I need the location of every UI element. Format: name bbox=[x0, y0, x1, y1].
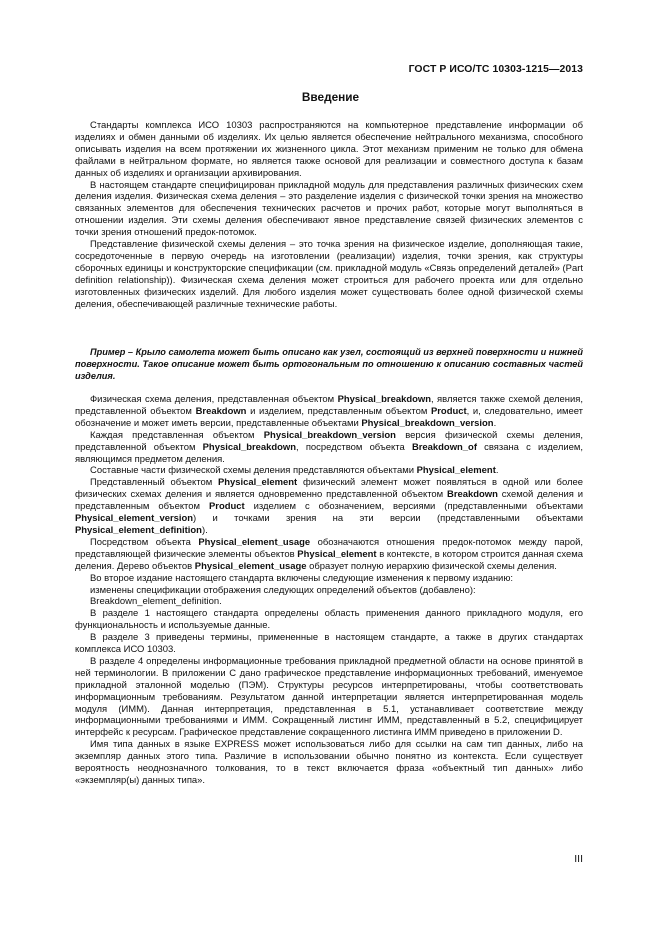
main-text bbox=[75, 394, 583, 787]
entity-name: Breakdown bbox=[447, 489, 498, 501]
paragraph: В разделе 1 настоящего стандарта определены область применения данного прикладного модуля, его функциональность и используемые данные. bbox=[75, 608, 583, 632]
paragraph: изменены спецификации отображения следующих определений объектов (добавлено): bbox=[90, 584, 476, 596]
paragraph: В разделе 3 приведены термины, примененные в настоящем стандарте, а также в других стандартах комплекса ИСО 10303. bbox=[75, 632, 583, 656]
text-run: ). bbox=[201, 524, 208, 536]
example-note bbox=[75, 347, 583, 383]
text-run: образует полную иерархию физической схемы деления. bbox=[306, 560, 557, 572]
entity-name: Physical_element_usage bbox=[194, 560, 307, 572]
paragraph bbox=[75, 537, 583, 573]
entity-name: Physical_element_definition bbox=[75, 524, 202, 536]
text-run: Посредством объекта bbox=[90, 536, 199, 548]
text-run: Представленный объектом bbox=[90, 477, 218, 489]
example-text: Пример – Крыло самолета может быть описано как узел, состоящий из верхней поверхности и нижней поверхности. Такое описание может быть ортогональным по отношению к описанию составных частей изделия. bbox=[75, 347, 583, 381]
entity-name: Physical_element bbox=[416, 465, 496, 477]
entity-name: Physical_element bbox=[297, 548, 377, 560]
paragraph: Имя типа данных в языке EXPRESS может использоваться либо для ссылки на сам тип данных, либо на экземпляр данных этого типа. Различие в использовании обычно понятно из контекста. Если существует вероятность неоднозначного толкования, то в текст включается фраза «объектный тип данных» либо «экземпляр(ы) данных типа». bbox=[75, 739, 583, 786]
paragraph bbox=[75, 394, 583, 430]
text-run: . bbox=[493, 417, 497, 429]
paragraph: Во второе издание настоящего стандарта включены следующие изменения к первому изданию: bbox=[90, 572, 514, 584]
text-run: обозначаются отношения предок-потомок между парой, представляющей физические элементы объектов bbox=[75, 536, 584, 560]
section-title: Введение bbox=[301, 90, 360, 104]
page-number: III bbox=[574, 853, 583, 865]
standard-header: ГОСТ Р ИСО/ТС 10303-1215—2013 bbox=[408, 64, 583, 75]
entity-name: Physical_element_usage bbox=[198, 536, 311, 548]
text-run: ) и точками зрения на эти версии (представленными объектами bbox=[193, 513, 583, 525]
entity-name: Physical_breakdown bbox=[337, 394, 431, 405]
text-run: в контексте, в котором строится данная схема деления. Дерево объектов bbox=[75, 548, 583, 572]
paragraph: Представление физической схемы деления – это точка зрения на физическое изделие, дополняющая такие, сосредоточенные в первую очередь на изготовлении (реализации) изделия, точки зрения, как структуры сборочных единицы и конструкторские спецификации (см. прикладной модуль «Связь определений деталей» (Part definition relationship)). Физическая схема деления может строиться для рабочего проекта или для отдельно изготовленных физических изделий. Для любого изделия может существовать более одной физической схемы деления, обеспечивающей различные технические работы. bbox=[75, 239, 583, 310]
entity-name: Physical_element_version bbox=[75, 513, 194, 525]
text-run: . bbox=[495, 465, 499, 477]
entity-name: Product bbox=[209, 501, 245, 513]
text-run: , и, следовательно, имеет обозначение и может иметь версии, представленные объектами bbox=[75, 405, 583, 429]
entity-name: Product bbox=[430, 405, 467, 417]
text-run: Физическая схема деления, представленная объектом bbox=[90, 394, 338, 405]
text-run: физический элемент может появляться в одной или более физических схемах деления и является одновременно представленной объектом bbox=[75, 477, 583, 501]
text-run: Каждая представленная объектом bbox=[90, 429, 264, 441]
entity-name: Physical_element bbox=[217, 477, 298, 489]
paragraph: В настоящем стандарте специфицирован прикладной модуль для представления различных физических схем деления изделия. Физическая схема деления – это разделение изделия с физической точки зрения на множество связанных элементов для обеспечения технических расчетов и прочих работ, которые могут выполняться в отношении изделия. Эти схемы деления обеспечивают явное представление связей физических элементов с точки зрения отношений предок-потомок. bbox=[75, 179, 583, 239]
text-run: , является также схемой деления, представленной объектом bbox=[75, 394, 583, 417]
text-run: схемой деления и представленным объектом bbox=[75, 489, 583, 513]
entity-name: Physical_breakdown bbox=[202, 441, 297, 453]
paragraph: Breakdown_element_definition. bbox=[90, 596, 222, 608]
paragraph bbox=[75, 430, 583, 466]
paragraph bbox=[75, 477, 583, 537]
entity-name: Breakdown_of bbox=[411, 441, 477, 453]
intro-text bbox=[75, 120, 583, 311]
entity-name: Physical_breakdown_version bbox=[361, 417, 494, 429]
entity-name: Breakdown bbox=[195, 405, 247, 417]
text-run: версия физической схемы деления, представленной объектом bbox=[75, 429, 583, 453]
paragraph: Стандарты комплекса ИСО 10303 распространяются на компьютерное представление информации об изделиях и обмен данными об изделиях. Их целью является обеспечение нейтрального механизма, способного описывать изделия на всем протяжении их жизненного цикла. Этот механизм применим не только для обмена файлами в нейтральном формате, но является также основой для реализации и совместного доступа к базам данных об изделиях и организации архивирования. bbox=[75, 120, 583, 179]
text-run: и изделием, представленным объектом bbox=[246, 405, 431, 417]
text-run: изделием с обозначением, версиями (представленными объектами bbox=[244, 501, 583, 513]
paragraph: В разделе 4 определены информационные требования прикладной предметной области на основе принятой в ней терминологии. В приложении С дано графическое представление информационных требований, именуемое прикладной эталонной моделью (ПЭМ). Структуры ресурсов интерпретированы, чтобы соответствовать информационным требованиям. Результатом данной интерпретации является интерпретированная модель модуля (ИММ). Данная интерпретация, представленная в 5.1, устанавливает соответствие между информационными требованиями и ИММ. Сокращенный листинг ИММ, представленный в 5.2, специфицирует интерфейс к ресурсам. Графическое представление сокращенного листинга ИММ приведено в приложении D. bbox=[75, 655, 583, 739]
paragraph bbox=[75, 465, 583, 477]
entity-name: Physical_breakdown_version bbox=[263, 429, 396, 441]
text-run: Составные части физической схемы деления представляются объектами bbox=[90, 465, 417, 477]
text-run: , посредством объекта bbox=[296, 441, 412, 453]
text-run: связана с изделием, являющимся предметом деления. bbox=[75, 441, 583, 465]
